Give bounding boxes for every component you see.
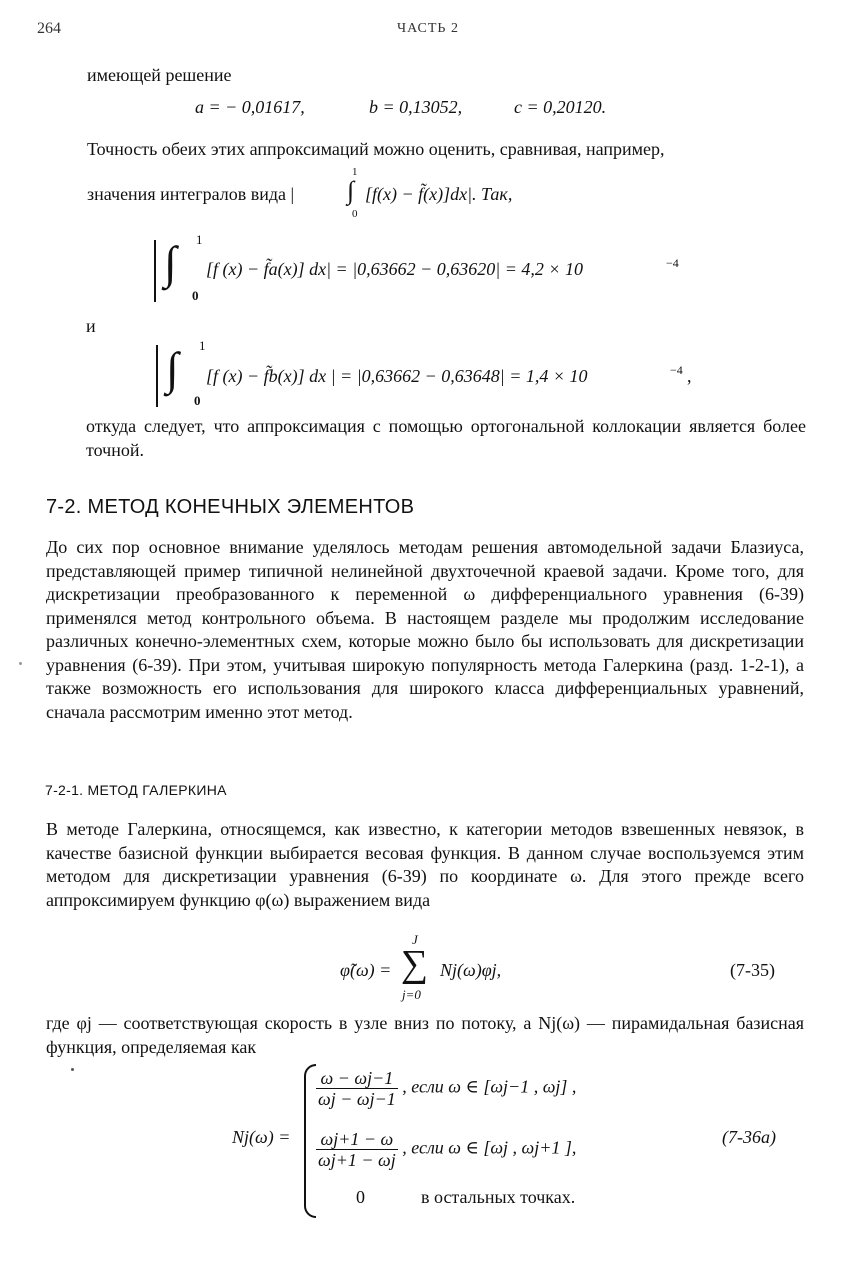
eq1-body: [f (x) − f̃a(x)] dx| = |0,63662 − 0,63620| = 4,2 × 10 (206, 259, 584, 279)
eq735-sum-lower: j=0 (402, 987, 421, 1002)
coeff-b: b = 0,13052, (369, 97, 463, 117)
eq736-marker-dot (71, 1068, 74, 1071)
eq736-case3-value: 0 (356, 1187, 365, 1207)
eq736-case1-numerator: ω − ωj−1 (316, 1068, 398, 1089)
eq1-exponent: −4 (666, 256, 679, 270)
eq736-case2-denominator: ωj+1 − ωj (318, 1150, 396, 1170)
subsection-title: 7-2-1. МЕТОД ГАЛЕРКИНА (45, 782, 227, 798)
eq735-lhs: φ̃(ω) = (340, 960, 392, 980)
eq736-case2-numerator: ωj+1 − ω (316, 1129, 398, 1150)
integral-line-prefix: значения интегралов вида | (87, 184, 295, 204)
eq736-case2-condition: , если ω ∈ [ωj , ωj+1 ], (402, 1137, 577, 1158)
eq1-integral-sign: ∫ (164, 237, 177, 288)
eq736-case3-condition: в остальных точках. (421, 1187, 576, 1207)
section-paragraph: До сих пор основное внимание уделялось методам решения автомодельной задачи Блазиуса, представляющей пример типичной нелинейной двухточечной краевой задачи. Кроме того, для дискретизации преобразованного к переменной ω дифференциального уравнения (6-39) применялся метод контрольного объема. В настоящем разделе мы продолжим исследование различных конечно-элементных схем, которые можно было бы использовать для дискретизации уравнения (6-39). При этом, учитывая широкую популярность метода Галеркина (разд. 1-2-1), а также возможность его использования для широкого класса дифференциальных уравнений, сначала рассмотрим именно этот метод. (46, 537, 804, 722)
intro-text: имеющей решение (87, 65, 232, 85)
inline-integral-lower: 0 (352, 208, 358, 220)
page-number: 264 (37, 20, 61, 37)
eq1-upper-limit: 1 (196, 232, 203, 247)
subsection-paragraph: В методе Галеркина, относящемся, как известно, к категории методов взвешенных невязок, в качестве базисной функции выбирается весовая функция. В данном случае воспользуемся этим методом для дискретизации уравнения (6-39) по координате ω. Для этого прежде всего аппроксимируем функцию φ(ω) выражением вида (46, 819, 804, 910)
margin-dot (19, 662, 22, 665)
eq2-tail: , (687, 366, 692, 386)
and-word: и (86, 316, 96, 336)
eq2-lower-limit: 0 (194, 393, 201, 408)
eq2-exponent: −4 (670, 363, 683, 377)
eq1-abs-bar (154, 240, 156, 302)
coeff-a: a = − 0,01617, (195, 97, 305, 117)
eq736-brace (304, 1064, 316, 1218)
eq2-body: [f (x) − f̃b(x)] dx | = |0,63662 − 0,63648| = 1,4 × 10 (206, 366, 588, 386)
eq736-case1-fraction (316, 1068, 398, 1109)
eq736-case1-condition: , если ω ∈ [ωj−1 , ωj] , (402, 1076, 577, 1097)
eq736-case1-denominator: ωj − ωj−1 (318, 1089, 396, 1109)
eq2-integral-sign: ∫ (166, 343, 179, 394)
eq2-abs-bar (156, 345, 158, 407)
section-title: 7-2. МЕТОД КОНЕЧНЫХ ЭЛЕМЕНТОВ (46, 496, 415, 518)
eq736-case2 (316, 1129, 576, 1170)
coeff-c: c = 0,20120. (514, 97, 607, 117)
eq735-sum-sign: ∑ (401, 943, 429, 985)
running-title: ЧАСТЬ 2 (397, 21, 459, 36)
eq735-term: Nj(ω)φj, (440, 960, 502, 980)
eq1-lower-limit: 0 (192, 288, 199, 303)
eq736-case2-fraction (316, 1129, 398, 1170)
integral-line-body: [f(x) − f̃(x)]dx|. Так, (365, 184, 513, 204)
eq736-number: (7-36a) (722, 1127, 776, 1147)
inline-integral-upper: 1 (352, 166, 358, 178)
eq2-upper-limit: 1 (199, 338, 206, 353)
eq736-case1 (316, 1068, 576, 1109)
where-paragraph: где φj — соответствующая скорость в узле вниз по потоку, а Nj(ω) — пирамидальная базисная функция, определяемая как (46, 1013, 804, 1057)
inline-integral-sign: ∫ (347, 176, 355, 205)
eq735-number: (7-35) (730, 960, 775, 980)
accuracy-paragraph: Точность обеих этих аппроксимаций можно оценить, сравнивая, например, (87, 139, 665, 159)
eq735-sum-upper: J (412, 932, 418, 947)
conclusion-paragraph: откуда следует, что аппроксимация с помощью ортогональной коллокации является более точной. (86, 416, 806, 460)
eq736-lhs: Nj(ω) = (232, 1127, 291, 1147)
